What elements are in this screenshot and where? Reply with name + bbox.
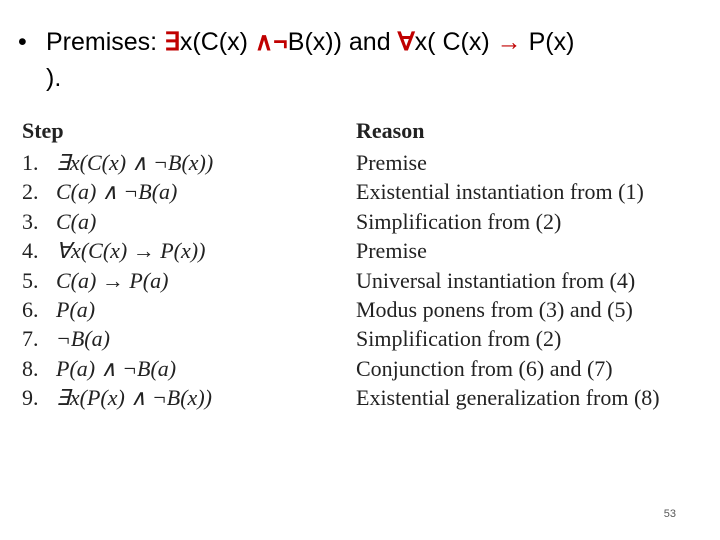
premise-1 [164,28,342,56]
step-formula: C(a) → P(a) [56,267,169,293]
premise-2 [398,28,575,56]
step-reason: Simplification from (2) [356,208,562,234]
step-formula: C(a) ∧ ¬B(a) [56,179,178,205]
implies-arrow-symbol: → [496,28,522,56]
table-row [22,236,712,265]
premises-bullet [18,24,708,96]
step-number: 9. [22,385,39,411]
step-number: 1. [22,150,39,175]
step-number: 4. [22,238,39,264]
step-number: 6. [22,296,39,322]
proof-table [22,118,712,413]
table-row [22,295,712,324]
table-row [22,207,712,236]
table-row [22,266,712,295]
table-header [22,118,712,148]
step-reason: Premise [356,150,427,175]
step-formula: C(a) [56,208,97,234]
step-reason: Existential generalization from (8) [356,385,660,411]
premise-1-body-a: x(C(x) [179,28,248,56]
bullet-marker: • [18,28,27,56]
step-formula: ∃x(P(x) ∧ ¬B(x)) [56,385,212,411]
step-number: 8. [22,355,39,381]
step-number: 2. [22,179,39,205]
premise-2-body-a: x( C(x) [414,28,490,56]
table-row [22,383,712,412]
header-step: Step [22,118,64,143]
and-not-symbol: ∧¬ [254,28,288,56]
step-number: 5. [22,267,39,293]
step-reason: Premise [356,238,427,264]
premises-label: Premises: [46,28,158,56]
step-number: 3. [22,208,39,234]
step-formula: P(a) ∧ ¬B(a) [56,355,177,381]
step-formula: ¬B(a) [56,326,110,352]
exists-symbol: ∃ [164,28,180,56]
step-reason: Conjunction from (6) and (7) [356,355,613,381]
table-row [22,177,712,206]
step-formula: P(a) [56,296,96,322]
step-reason: Simplification from (2) [356,326,562,352]
step-formula: ∃x(C(x) ∧ ¬B(x)) [56,150,214,175]
step-number: 7. [22,326,39,352]
step-reason: Universal instantiation from (4) [356,267,636,293]
step-reason: Modus ponens from (3) and (5) [356,296,633,322]
step-reason: Existential instantiation from (1) [356,179,644,205]
step-formula: ∀x(C(x) → P(x)) [56,238,206,264]
table-row [22,148,712,177]
header-reason: Reason [356,118,425,143]
table-row [22,324,712,353]
premises-connector: and [348,28,391,56]
page-number: 53 [663,508,676,520]
premises-closing: ). [46,64,62,92]
premise-2-body-b: P(x) [528,28,575,56]
table-row [22,354,712,383]
table-body [22,148,712,413]
premise-1-body-b: B(x)) [287,28,342,56]
forall-symbol: ∀ [397,28,415,56]
